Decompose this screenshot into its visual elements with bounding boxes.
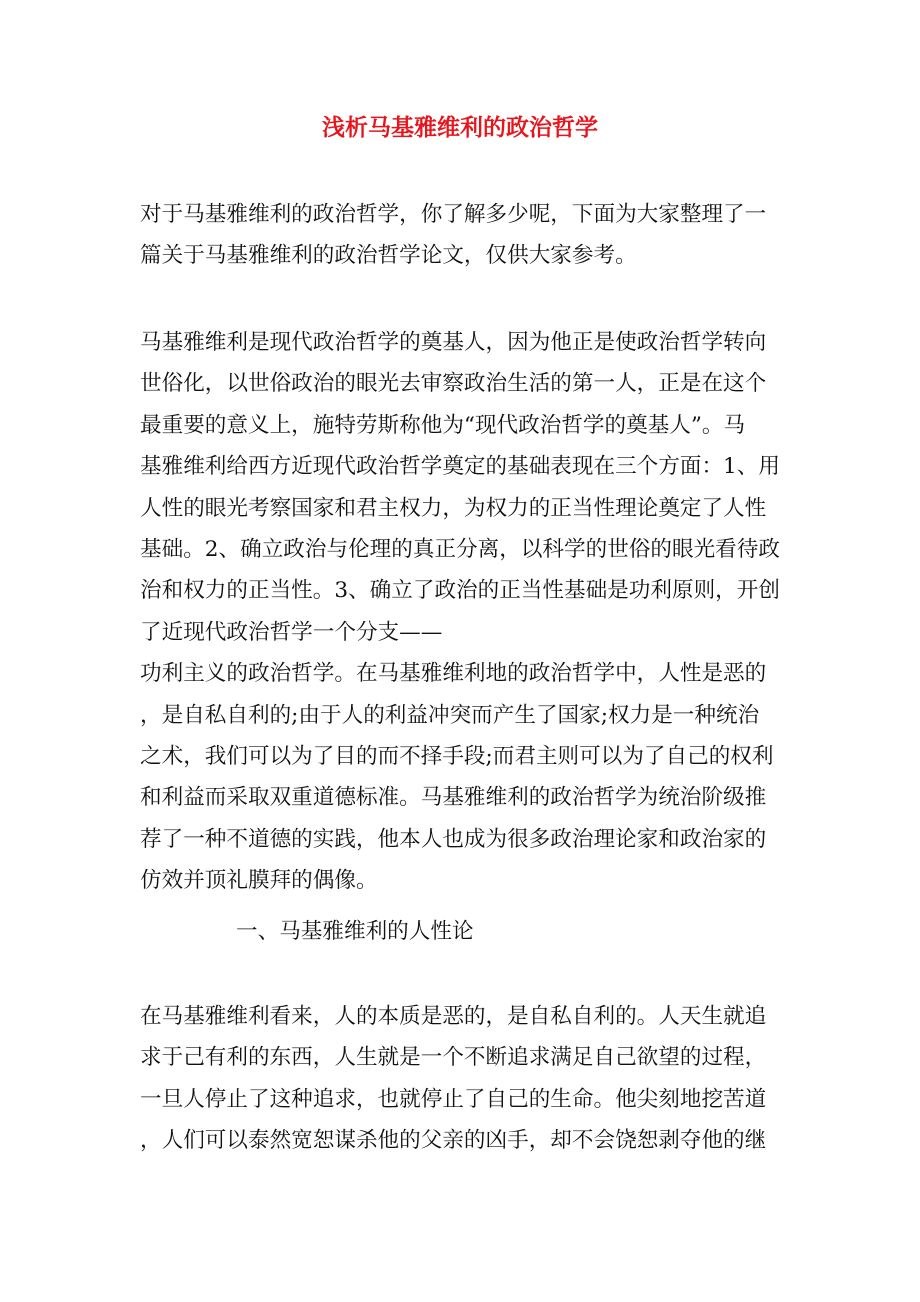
text-line: 求于己有利的东西，人生就是一个不断追求满足自己欲望的过程， [140, 1045, 767, 1071]
paragraph-2 [140, 996, 766, 1162]
text-line: 一旦人停止了这种追求，也就停止了自己的生命。他尖刻地挖苦道 [140, 1086, 767, 1112]
text-line: 荐了一种不道德的实践，他本人也成为很多政治理论家和政治家的 [140, 826, 767, 852]
text-line: 在马基雅维利看来，人的本质是恶的，是自私自利的。人天生就追 [140, 1004, 767, 1029]
text-line: 篇关于马基雅维利的政治哲学论文，仅供大家参考。 [140, 243, 637, 269]
text-line: 马基雅维利是现代政治哲学的奠基人，因为他正是使政治哲学转向 [140, 330, 767, 355]
text-line: 了近现代政治哲学一个分支—— [140, 619, 443, 645]
text-line: 功利主义的政治哲学。在马基雅维利地的政治哲学中，人性是恶的 [140, 661, 767, 687]
text-line: ，人们可以泰然宽恕谋杀他的父亲的凶手，却不会饶恕剥夺他的继 [140, 1128, 767, 1154]
text-line: 世俗化，以世俗政治的眼光去审察政治生活的第一人，正是在这个 [140, 371, 767, 397]
text-line: 治和权力的正当性。3、确立了政治的正当性基础是功利原则，开创 [140, 578, 780, 604]
text-line: 之术，我们可以为了目的而不择手段;而君主则可以为了自己的权利 [140, 743, 774, 769]
text-line: 基雅维利给西方近现代政治哲学奠定的基础表现在三个方面：1、用 [140, 454, 780, 480]
intro-paragraph [140, 194, 766, 277]
document-title: 浅析马基雅维利的政治哲学 [322, 115, 598, 141]
section-heading: 一、马基雅维利的人性论 [236, 919, 474, 944]
text-line: 仿效并顶礼膜拜的偶像。 [140, 868, 378, 894]
text-line: 基础。2、确立政治与伦理的真正分离，以科学的世俗的眼光看待政 [140, 536, 780, 562]
text-line: 和利益而采取双重道德标准。马基雅维利的政治哲学为统治阶级推 [140, 785, 767, 811]
text-line: 人性的眼光考察国家和君主权力，为权力的正当性理论奠定了人性 [140, 495, 767, 521]
paragraph-1 [140, 322, 780, 901]
text-line: 对于马基雅维利的政治哲学，你了解多少呢，下面为大家整理了一 [140, 202, 767, 227]
text-line: 最重要的意义上，施特劳斯称他为“现代政治哲学的奠基人”。马 [140, 412, 746, 438]
text-line: ，是自私自利的;由于人的利益冲突而产生了国家;权力是一种统治 [140, 702, 760, 728]
